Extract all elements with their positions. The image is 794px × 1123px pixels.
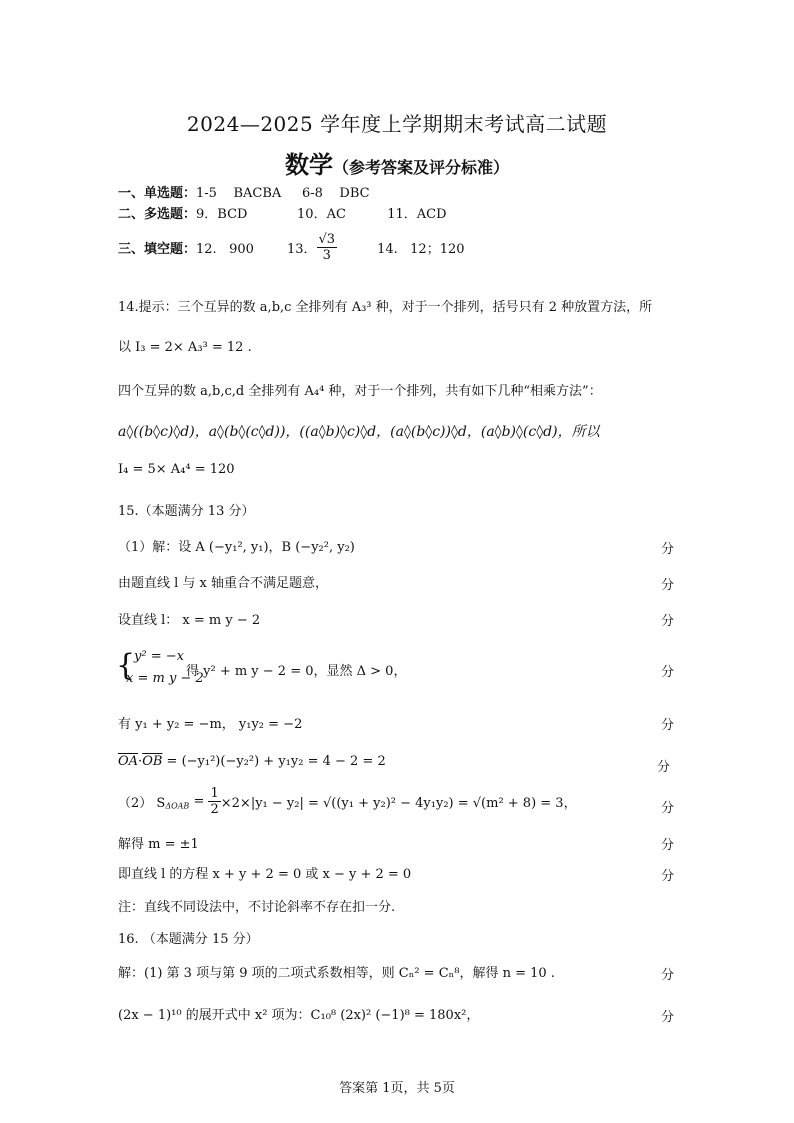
system-result: 得 y² + m y − 2 = 0，显然 Δ > 0， (186, 664, 407, 679)
q15-note: 注：直线不同设法中，不讨论斜率不存在扣一分. (118, 900, 396, 915)
score-mark: 分 (660, 838, 674, 853)
score-mark: 分 (660, 614, 674, 629)
section-text-2: 14. 12；120 (377, 242, 465, 257)
score-mark: 分 (656, 760, 670, 775)
section-text: 12. 900 13． (196, 242, 317, 257)
hint14-line-1: 14.提示：三个互异的数 a,b,c 全排列有 A₃³ 种，对于一个排列，括号只有 2 种放置方法，所 (118, 300, 653, 315)
score-mark: 分 (660, 968, 674, 983)
section-label: 二、多选题： (118, 207, 197, 222)
score-mark: 分 (660, 1010, 674, 1025)
q15-line-2: 由题直线 l 与 x 轴重合不满足题意， (118, 576, 329, 591)
section-text: 1-5 BACBA 6-8 DBC (196, 186, 370, 201)
system-eq-2: x = m y − 2 (126, 671, 204, 686)
score-mark: 分 (660, 801, 674, 816)
hint14-line-2: 以 I₃ = 2× A₃³ = 12 . (118, 340, 252, 355)
answer-section-3 (118, 232, 465, 263)
q15-heading: 15.（本题满分 13 分） (118, 504, 255, 519)
section-label: 一、单选题： (118, 186, 197, 201)
system-eq-1: y² = −x (134, 649, 184, 664)
section-label: 三、填空题： (118, 242, 197, 257)
q15-line-7: （2） $S_{\Delta OAB}$ = $\frac{1}{2}$ ×2×|y₁ − y₂| = √((y₁ + y₂)² − 4y₁y₂) = √(m² + 8) = 3， (118, 786, 577, 817)
section-text: 9．BCD 10．AC 11．ACD (196, 207, 447, 222)
q15-line-6: $\overline{OA}\cdot\overline{OB} = (-y_1^2)(-y_2^2) + y_1y_2 = 4 - 2 = 2$ (118, 754, 386, 769)
page-title: 2024—2025 学年度上学期期末考试高二试题 (186, 112, 608, 136)
q16-line-2: (2x − 1)¹⁰ 的展开式中 x² 项为：C₁₀⁸ (2x)² (−1)⁸ = 180x²， (118, 1008, 480, 1023)
one-half-fraction: $\frac{1}{2}$ (210, 786, 219, 817)
vector-ob: $\overline{OB}$ (142, 754, 163, 769)
q16-heading: 16. （本题满分 15 分） (118, 932, 259, 947)
hint14-line-4: a◊((b◊c)◊d)，a◊(b◊(c◊d))，((a◊b)◊c)◊d，(a◊(b◊c))◊d，(a◊b)◊(c◊d)，所以 (118, 424, 600, 440)
subtitle-paren: （参考答案及评分标准） (332, 158, 509, 177)
hint14-line-5: I₄ = 5× A₄⁴ = 120 (118, 462, 235, 477)
sqrt3-over-3-fraction: $\frac{√3}{3}$ (318, 232, 336, 263)
answer-section-2 (118, 203, 447, 222)
subtitle-main: 数学 (284, 151, 333, 179)
dot-product-result: = (−y₁²)(−y₂²) + y₁y₂ = 4 − 2 = 2 (162, 754, 386, 769)
q16-line-1: 解：(1) 第 3 项与第 9 项的二项式系数相等，则 Cₙ² = Cₙ⁸，解得 n = 10 . (118, 966, 555, 981)
q15-line-3: 设直线 l： x = m y − 2 (118, 613, 261, 628)
page-subtitle (0, 145, 794, 180)
page-footer: 答案第 1页，共 5页 (339, 1081, 455, 1096)
score-mark: 分 (660, 665, 674, 680)
system-brace: { (116, 648, 136, 683)
q15-line-8: 解得 m = ±1 (118, 837, 199, 852)
score-mark: 分 (660, 542, 674, 557)
q15-line-9: 即直线 l 的方程 x + y + 2 = 0 或 x − y + 2 = 0 (118, 867, 412, 882)
score-mark: 分 (660, 578, 674, 593)
q15-line-5: 有 y₁ + y₂ = −m， y₁y₂ = −2 (118, 717, 303, 732)
score-mark: 分 (660, 869, 674, 884)
q15-line-1: （1）解：设 A (−y₁², y₁)，B (−y₂², y₂) (118, 540, 355, 555)
score-mark: 分 (660, 718, 674, 733)
vector-oa: $\overline{OA}$ (118, 754, 139, 769)
answer-section-1 (118, 182, 370, 201)
hint14-line-3: 四个互异的数 a,b,c,d 全排列有 A₄⁴ 种，对于一个排列，共有如下几种“相乘方法”： (118, 384, 602, 399)
